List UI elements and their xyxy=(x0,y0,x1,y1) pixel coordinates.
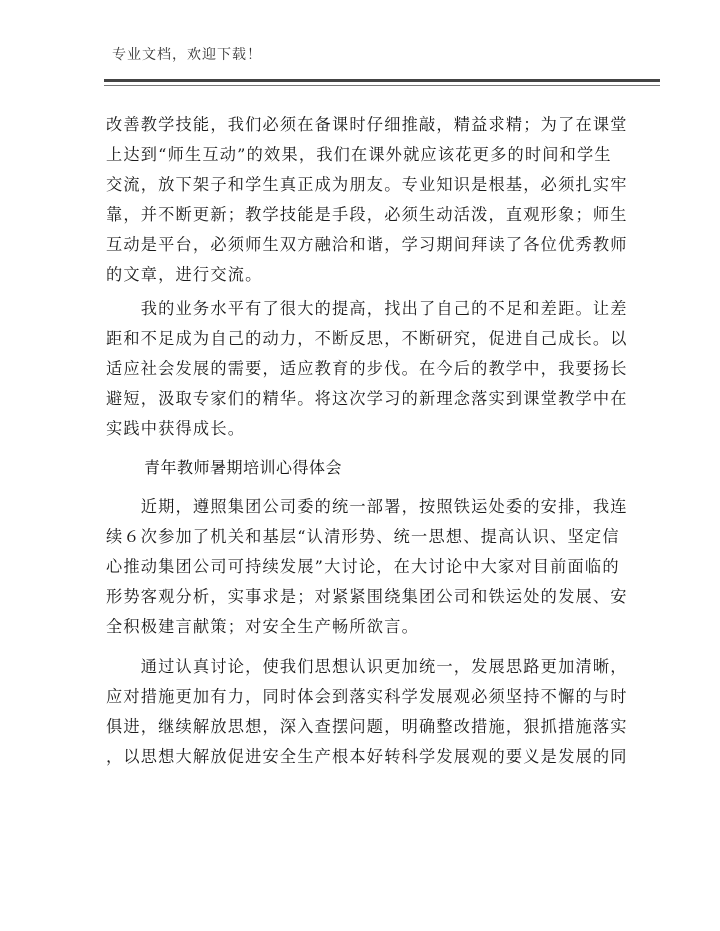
header-divider-thick xyxy=(104,79,660,82)
paragraph xyxy=(106,294,628,444)
text-line: 上达到“师生互动”的效果，我们在课外就应该花更多的时间和学生 xyxy=(106,145,612,164)
paragraph xyxy=(106,652,628,772)
text-line: 靠，并不断更新；教学技能是手段，必须生动活泼，直观形象；师生 xyxy=(106,205,628,224)
text-line: 心推动集团公司可持续发展”大讨论，在大讨论中大家对目前面临的 xyxy=(106,557,620,576)
text-line: 续６次参加了机关和基层“认清形势、统一思想、提高认识、坚定信 xyxy=(106,527,620,546)
text-line: 互动是平台，必须师生双方融洽和谐，学习期间拜读了各位优秀教师 xyxy=(106,235,628,254)
section-title: 青年教师暑期培训心得体会 xyxy=(144,458,343,477)
text-line: 改善教学技能，我们必须在备课时仔细推敲，精益求精；为了在课堂 xyxy=(106,115,628,134)
paragraph xyxy=(106,110,628,290)
text-line: 全积极建言献策；对安全生产畅所欲言。 xyxy=(106,617,419,636)
header-divider-thin xyxy=(104,85,660,86)
text-line: 俱进，继续解放思想，深入查摆问题，明确整改措施，狠抓措施落实 xyxy=(106,717,628,736)
text-line: 距和不足成为自己的动力，不断反思，不断研究，促进自己成长。以 xyxy=(106,329,628,348)
document-header-note: 专业文档，欢迎下载！ xyxy=(112,47,262,63)
text-line: 避短，汲取专家们的精华。将这次学习的新理念落实到课堂教学中在 xyxy=(106,389,628,408)
document-body xyxy=(106,110,628,772)
text-line: 的文章，进行交流。 xyxy=(106,265,263,284)
text-line: 通过认真讨论，使我们思想认识更加统一，发展思路更加清晰， xyxy=(106,657,628,676)
text-line: 我的业务水平有了很大的提高，找出了自己的不足和差距。让差 xyxy=(106,299,628,318)
paragraph xyxy=(106,492,628,642)
text-line: 应对措施更加有力，同时体会到落实科学发展观必须坚持不懈的与时 xyxy=(106,687,628,706)
text-line: ，以思想大解放促进安全生产根本好转科学发展观的要义是发展的同 xyxy=(106,747,628,766)
text-line: 近期，遵照集团公司委的统一部署，按照铁运处委的安排，我连 xyxy=(106,497,628,516)
text-line: 形势客观分析，实事求是；对紧紧围绕集团公司和铁运处的发展、安 xyxy=(106,587,628,606)
text-line: 交流，放下架子和学生真正成为朋友。专业知识是根基，必须扎实牢 xyxy=(106,175,628,194)
text-line: 适应社会发展的需要，适应教育的步伐。在今后的教学中，我要扬长 xyxy=(106,359,628,378)
text-line: 实践中获得成长。 xyxy=(106,419,246,438)
